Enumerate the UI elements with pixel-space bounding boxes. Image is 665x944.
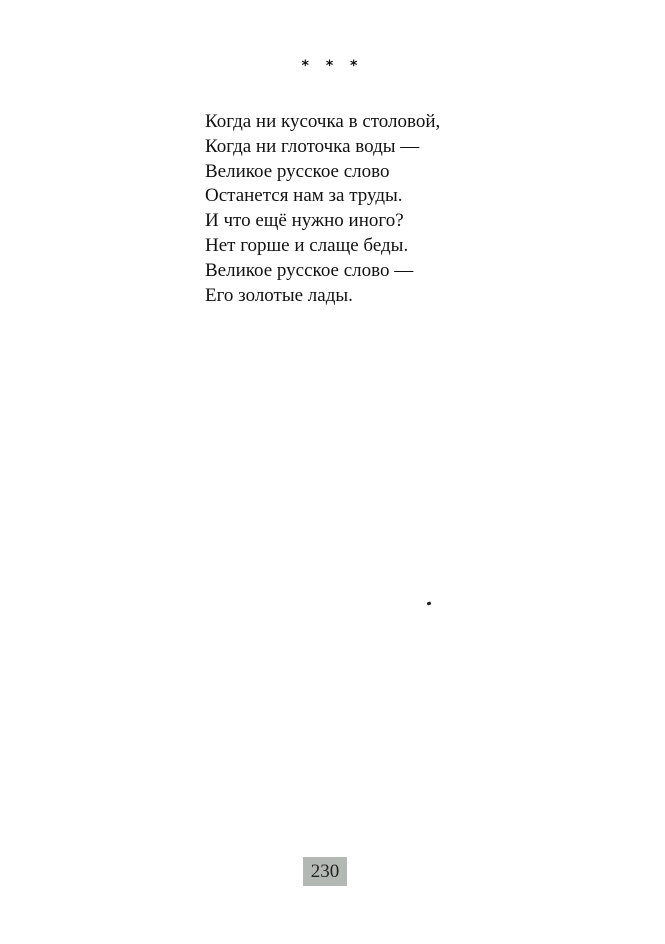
poem-line: Останется нам за труды.: [205, 185, 403, 207]
poem-stanza: [205, 110, 525, 308]
page-number: 230: [303, 857, 347, 886]
poem-line: Нет горше и слаще беды.: [205, 234, 409, 256]
poem-line: Великое русское слово: [205, 160, 390, 182]
poem-line: Его золотые лады.: [205, 284, 353, 306]
poem-line: Великое русское слово —: [205, 259, 414, 281]
ink-speck: [427, 601, 432, 605]
poem-line: Когда ни глоточка воды —: [205, 135, 420, 157]
poem-line: И что ещё нужно иного?: [205, 210, 404, 232]
poem-line: Когда ни кусочка в столовой,: [205, 111, 441, 132]
section-separator: * * *: [301, 58, 364, 74]
